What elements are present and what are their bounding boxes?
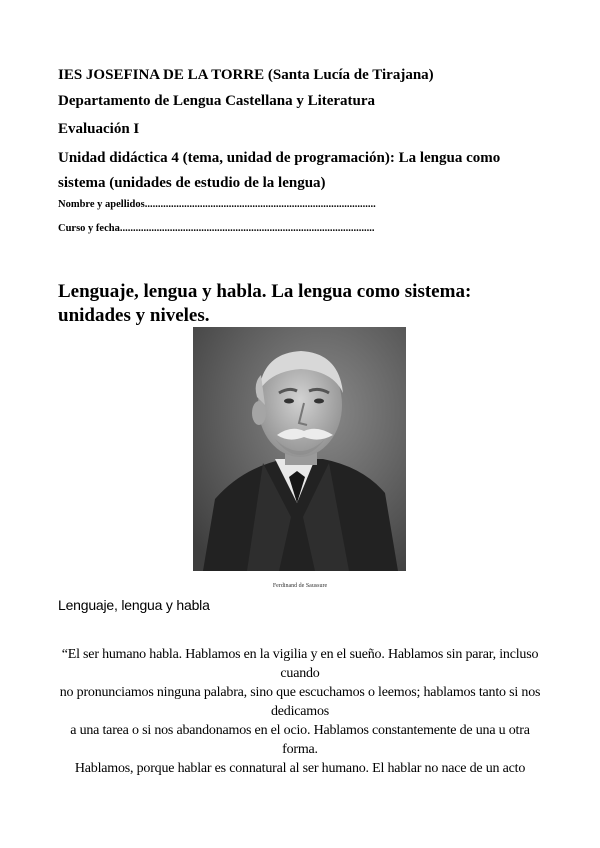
school-name: IES JOSEFINA DE LA TORRE (Santa Lucía de Tirajana) [58,67,434,83]
quote-line: a una tarea o si nos abandonamos en el ocio. Hablamos constantemente de una u otra forma. [70,723,530,757]
saussure-portrait [193,327,406,571]
course-field-line: Curso y fecha................................................................................................. [58,223,375,234]
page-title: Lenguaje, lengua y habla. La lengua como sistema: unidades y niveles. [58,281,472,326]
name-field-line: Nombre y apellidos........................................................................................ [58,199,376,210]
section-heading: Lenguaje, lengua y habla [58,597,210,613]
quote-line: no pronunciamos ninguna palabra, sino que escuchamos o leemos; hablamos tanto si nos dedicamos [59,685,541,719]
quote-line: Hablamos, porque hablar es connatural al ser humano. El hablar no nace de un acto [74,761,526,776]
unit-description: Unidad didáctica 4 (tema, unidad de programación): La lengua como sistema (unidades de estudio de la lengua) [58,150,501,191]
quote-block [52,645,548,778]
evaluation-label: Evaluación I [58,121,140,137]
department-name: Departamento de Lengua Castellana y Literatura [58,93,376,109]
quote-line: “El ser humano habla. Hablamos en la vigilia y en el sueño. Hablamos sin parar, incluso cuando [61,647,539,681]
portrait-image [193,327,406,571]
photo-caption: Ferdinand de Saussure [272,583,328,589]
